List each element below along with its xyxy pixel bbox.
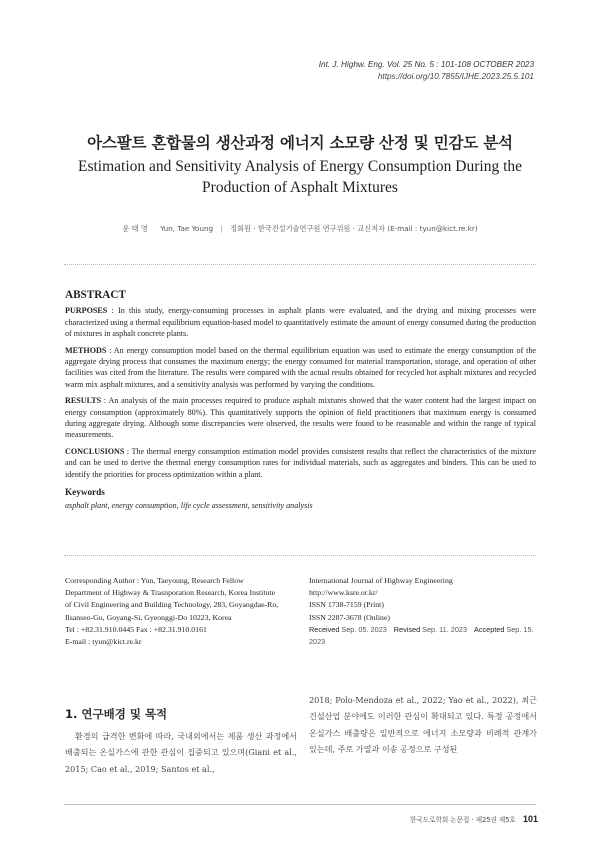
abstract-purposes — [65, 305, 536, 339]
conclusions-label: CONCLUSIONS — [65, 446, 125, 456]
divider-top — [64, 264, 536, 265]
abstract-results — [65, 395, 536, 441]
section-title: 1. 연구배경 및 목적 — [65, 707, 168, 721]
divider-bottom — [64, 555, 536, 556]
journal-header — [319, 59, 534, 83]
abstract-methods — [65, 345, 536, 391]
corr-line: Department of Highway & Trasnporation Research, Korea Institute — [65, 588, 276, 598]
journal-citation: Int. J. Highw. Eng. Vol. 25 No. 5 : 101-108 OCTOBER 2023 — [318, 60, 534, 69]
keywords-list: asphalt plant, energy consumption, life cycle assessment, sensitivity analysis — [65, 500, 313, 510]
purposes-text: : In this study, energy-consuming processes in asphalt plants were evaluated, and the drying and mixing processes were characterized using a thermal equilibrium equation-based model to quantitatively estimate the amount of energy consumed during the production of mixtures in asphalt concrete plants. — [65, 306, 536, 339]
issn-print: ISSN 1738-7159 (Print) — [309, 600, 384, 610]
purposes-label: PURPOSES — [65, 306, 108, 316]
doi-link[interactable]: https://doi.org/10.7855/IJHE.2023.25.5.101 — [377, 72, 534, 81]
accepted-date: Sep. 15. 2023 — [309, 624, 534, 647]
dates-line — [309, 624, 539, 648]
author-line — [0, 224, 600, 234]
corr-line: Corresponding Author : Yun, Taeyoung, Research Fellow — [65, 576, 244, 585]
corr-line: E-mail : tyun@kict.re.kr — [65, 637, 142, 647]
body-text-left: 환경의 급격한 변화에 따라, 국내외에서는 제품 생산 과정에서 배출되는 온실가스에 관한 관심이 집중되고 있으며(Giani et al., 2015; Cao et al., 2019; Santos et al., — [65, 731, 297, 774]
author-name-en: Yun, Tae Young — [160, 224, 214, 233]
journal-name: International Journal of Highway Engineering — [309, 576, 453, 585]
author-name-ko: 윤 태 영 — [122, 224, 148, 233]
accepted-label: Accepted — [473, 624, 505, 634]
author-separator: | — [220, 224, 223, 233]
body-text-right: 2018; Polo-Mendoza et al., 2022; Yao et al., 2022), 최근 건설산업 분야에도 이러한 관심이 확대되고 있다. 특정 공정에서 온실가스 배출량은 일반적으로 에너지 소모량과 비례적 관계가 있는데, 주로 가열과 이송 공정으로 구성된 — [309, 695, 537, 754]
author-affiliation: 정회원 · 한국건설기술연구원 연구위원 · 교신저자 (E-mail : tyun@kict.re.kr) — [230, 224, 478, 233]
corr-line: Ilsanseo-Gu, Goyang-Si, Gyeonggi-Do 10223, Korea — [65, 612, 232, 622]
results-label: RESULTS — [65, 396, 102, 406]
received-label: Received — [309, 624, 340, 634]
issn-online: ISSN 2287-3678 (Online) — [309, 612, 390, 622]
revised-label: Revised — [393, 624, 421, 634]
corr-line: Tel : +82.31.910.0445 Fax : +82.31.910.0161 — [65, 624, 207, 634]
abstract — [65, 290, 536, 511]
keywords-heading: Keywords — [65, 487, 105, 498]
journal-info — [309, 575, 539, 648]
footer-rule — [64, 804, 536, 805]
title-korean: 아스팔트 혼합물의 생산과정 에너지 소모량 산정 및 민감도 분석 — [87, 134, 513, 152]
footer — [410, 814, 538, 824]
methods-text: : An energy consumption model based on the thermal equilibrium equation was used to estimate the energy consumption of the aggregate drying process that consumes the maximum energy; the energy consumed for material transportation, storage, and operation of other facilities was cited from the literature. The results were compared with the actual results obtained for recycled hot asphalt mixtures and recycled warm mix asphalt mixtures, and a sensitivity analysis was performed by varying the conditions. — [65, 345, 536, 389]
footer-journal: 한국도로학회 논문집 · 제25권 제5호 — [409, 816, 516, 824]
results-text: : An analysis of the main processes required to produce asphalt mixtures showed that the water content had the largest impact on energy consumption (approximately 80%). This quantitatively supports the opinion of field practitioners that maximum energy is consumed during aggregate drying. Although some discrepancies were observed, the results were found to be reasonable and within the range of typical measurements. — [65, 396, 536, 440]
received-date: Sep. 05. 2023 — [341, 624, 387, 634]
revised-date: Sep. 11. 2023 — [422, 624, 468, 634]
title-english: Estimation and Sensitivity Analysis of Energy Consumption During the Production of Asphalt Mixtures — [77, 158, 523, 196]
correspondence-block — [65, 575, 300, 648]
abstract-conclusions — [65, 446, 536, 480]
corr-line: of Civil Engineering and Building Technology, 283, Goyangdae-Ro, — [65, 600, 279, 610]
journal-url[interactable]: http://www.ksre.or.kr/ — [309, 588, 378, 598]
abstract-heading: ABSTRACT — [65, 289, 126, 301]
methods-label: METHODS — [65, 345, 107, 355]
page-number: 101 — [522, 814, 538, 824]
conclusions-text: : The thermal energy consumption estimation model provides consistent results that reflect the characteristics of the mixture and can be used to derive the thermal energy consumption rates for individual materials, such as aggregates and binders. This can be used to identify the priorities for process optimization within a plant. — [65, 446, 536, 479]
